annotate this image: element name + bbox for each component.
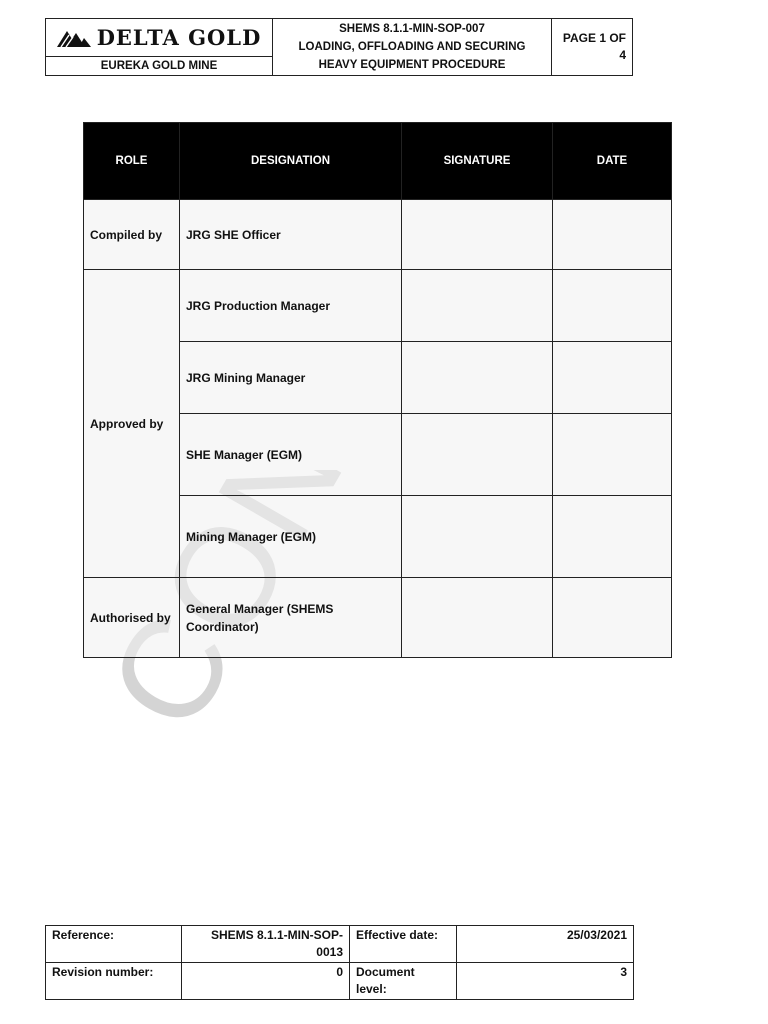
document-level-label-line-1: Document: [356, 965, 415, 979]
role-cell: Compiled by: [84, 200, 180, 270]
revision-number-label: Revision number:: [46, 963, 182, 1000]
document-level-value: 3: [457, 963, 634, 1000]
date-cell: [553, 578, 672, 658]
column-header-signature: SIGNATURE: [402, 123, 553, 200]
reference-label: Reference:: [46, 926, 182, 963]
date-cell: [553, 270, 672, 342]
table-row: [84, 200, 672, 270]
document-level-label-line-2: level:: [356, 982, 387, 996]
document-level-label: [350, 963, 457, 1000]
document-footer: [45, 925, 634, 1000]
effective-date-value: 25/03/2021: [457, 926, 634, 963]
signature-cell: [402, 342, 553, 414]
signature-cell: [402, 270, 553, 342]
designation-cell: JRG SHE Officer: [180, 200, 402, 270]
page-number-line-2: 4: [619, 48, 626, 62]
document-code: SHEMS 8.1.1-MIN-SOP-007: [339, 23, 485, 35]
table-row: [84, 578, 672, 658]
role-cell: Approved by: [84, 270, 180, 578]
signature-cell: [402, 200, 553, 270]
reference-value: [182, 926, 350, 963]
delta-mountain-icon: [57, 29, 91, 47]
signature-cell: [402, 414, 553, 496]
mine-name: EUREKA GOLD MINE: [100, 60, 218, 72]
signature-cell: [402, 578, 553, 658]
page-number-cell: [552, 19, 633, 76]
role-cell: Authorised by: [84, 578, 180, 658]
designation-line-2: Coordinator): [186, 619, 259, 634]
document-title-cell: [273, 19, 552, 76]
signature-cell: [402, 496, 553, 578]
company-name: DELTA GOLD: [96, 25, 262, 50]
designation-cell: JRG Mining Manager: [180, 342, 402, 414]
approval-table-header-row: [84, 123, 672, 200]
column-header-date: DATE: [553, 123, 672, 200]
column-header-designation: DESIGNATION: [180, 123, 402, 200]
date-cell: [553, 200, 672, 270]
header-logo-cell: [46, 19, 273, 76]
document-title-line-2: HEAVY EQUIPMENT PROCEDURE: [318, 59, 506, 71]
reference-value-line-2: 0013: [316, 945, 343, 959]
revision-number-value: 0: [182, 963, 350, 1000]
effective-date-label: Effective date:: [350, 926, 457, 963]
date-cell: [553, 496, 672, 578]
page-number-line-1: PAGE 1 OF: [562, 31, 626, 45]
table-row: [84, 270, 672, 342]
document-title-line-1: LOADING, OFFLOADING AND SECURING: [298, 41, 526, 53]
column-header-role: ROLE: [84, 123, 180, 200]
reference-value-line-1: SHEMS 8.1.1-MIN-SOP-: [210, 928, 343, 942]
designation-line-1: General Manager (SHEMS: [186, 601, 334, 616]
date-cell: [553, 414, 672, 496]
designation-cell: Mining Manager (EGM): [180, 496, 402, 578]
designation-cell: JRG Production Manager: [180, 270, 402, 342]
designation-cell: SHE Manager (EGM): [180, 414, 402, 496]
document-header: [45, 18, 633, 76]
date-cell: [553, 342, 672, 414]
designation-cell: [180, 578, 402, 658]
approval-table: [83, 122, 672, 658]
company-logo: [46, 19, 272, 57]
